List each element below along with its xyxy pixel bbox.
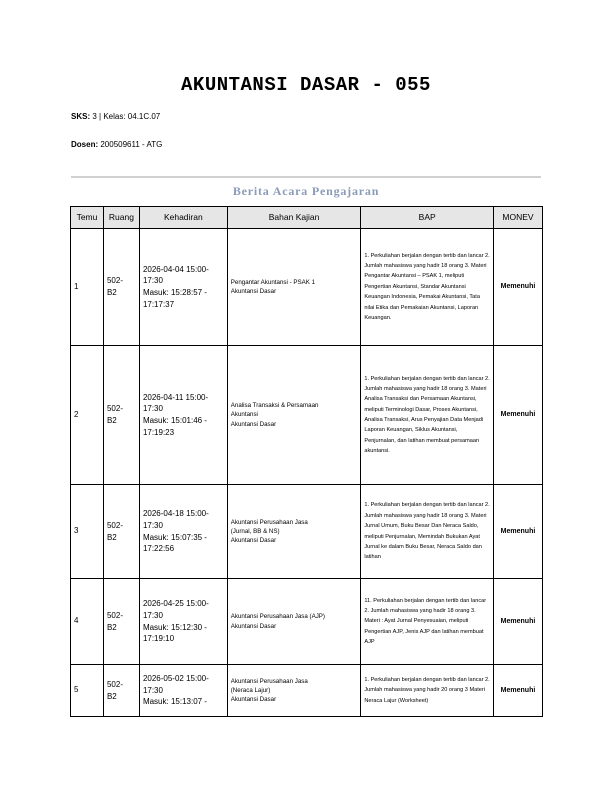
monev-cell: Memenuhi (493, 665, 542, 717)
bap-cell: 1. Perkuliahan berjalan dengan tertib dan lancar 2. Jumlah mahasiswa yang hadir 20 orang 3 Materi Neraca Lajur (Worksheet) (361, 665, 494, 717)
monev-cell: Memenuhi (493, 485, 542, 579)
bahan-line: (Jurnal, BB & NS) (230, 527, 280, 535)
ruang-line: B2 (106, 532, 117, 542)
kehadiran-line: 2026-05-02 15:00- (142, 674, 209, 684)
ruang-line: 502- (106, 610, 123, 620)
bahan-line: Akuntansi Perusahaan Jasa (230, 677, 308, 685)
bahan-kajian-cell (227, 665, 361, 717)
temu-cell: 5 (71, 665, 104, 717)
kehadiran-line: 17:17:37 (142, 299, 175, 309)
kehadiran-cell (139, 485, 227, 579)
table-row (71, 665, 543, 717)
dosen-value: 200509611 - ATG (100, 140, 163, 149)
kehadiran-cell (139, 229, 227, 346)
table-row (71, 346, 543, 485)
sks-label: SKS: (71, 112, 91, 121)
column-header-temu: Temu (71, 207, 104, 229)
bahan-line: Akuntansi Dasar (230, 696, 277, 704)
table-header-row (71, 207, 543, 229)
column-header-bap: BAP (361, 207, 494, 229)
kehadiran-line: 2026-04-04 15:00- (142, 264, 209, 274)
bahan-line: Pengantar Akuntansi - PSAK 1 (230, 278, 316, 286)
ruang-cell (103, 485, 139, 579)
bahan-kajian-cell (227, 229, 361, 346)
bap-cell: 1. Perkuliahan berjalan dengan tertib dan lancar 2. Jumlah mahasiswa yang hadir 18 orang 3. Materi Pengantar Akuntansi – PSAK 1, meliputi Pengertian Akuntansi, Standar Akuntansi Keuangan Indonesia, Pemakai Akuntansi, Tata nilai Etika dan Pemakaian Akuntansi, Laporan Keuangan. (361, 229, 494, 346)
column-header-kehadiran: Kehadiran (139, 207, 227, 229)
kehadiran-line: 17:30 (142, 520, 163, 530)
kehadiran-line: 17:19:23 (142, 427, 175, 437)
section-title: Berita Acara Pengajaran (232, 184, 380, 198)
temu-cell: 2 (71, 346, 104, 485)
table-row (71, 229, 543, 346)
table-row (71, 579, 543, 665)
column-header-ruang: Ruang (103, 207, 139, 229)
bap-table (70, 206, 543, 717)
dosen-label: Dosen: (71, 140, 99, 149)
bap-cell: 1. Perkuliahan berjalan dengan tertib dan lancar 2. Jumlah mahasiswa yang hadir 18 orang 3. Materi Jurnal Umum, Buku Besar Dan Neraca Saldo, meliputi Penjurnalan, Memindah Bukukan Ayat Jurnal ke dalam Buku Besar, Neraca Saldo dan latihan (361, 485, 494, 579)
bahan-line: (Neraca Lajur) (230, 686, 271, 694)
monev-cell: Memenuhi (493, 346, 542, 485)
bap-cell: 11. Perkuliahan berjalan dengan tertib dan lancar 2. Jumlah mahasiswa yang hadir 18 orang 3. Materi : Ayat Jurnal Penyesuaian, meliputi Pengertian AJP, Jenis AJP dan latihan membuat AJP (361, 579, 494, 665)
divider (71, 176, 541, 178)
kehadiran-line: 2026-04-11 15:00- (142, 392, 209, 402)
ruang-line: 502- (106, 520, 123, 530)
kehadiran-line: 2026-04-18 15:00- (142, 509, 209, 519)
table-row (71, 485, 543, 579)
bahan-kajian-cell (227, 579, 361, 665)
ruang-cell (103, 229, 139, 346)
bap-cell: 1. Perkuliahan berjalan dengan tertib dan lancar 2. Jumlah mahasiswa yang hadir 18 orang 3. Materi Analisa Transaksi dan Persamaan Akuntansi, meliputi Terminologi Dasar, Proses Akuntansi, Analisa Transaksi, Arus Penyajian Data Menjadi Laporan Keuangan, Siklus Akuntansi, Penjurnalan, dan latihan membuat persamaan akuntansi. (361, 346, 494, 485)
column-header-bahan-kajian: Bahan Kajian (227, 207, 361, 229)
kehadiran-line: Masuk: 15:01:46 - (142, 416, 207, 425)
kehadiran-cell (139, 579, 227, 665)
kehadiran-line: 17:30 (142, 404, 163, 414)
column-header-monev: MONEV (493, 207, 542, 229)
bahan-line: Akuntansi Perusahaan Jasa (230, 518, 308, 526)
ruang-line: 502- (106, 679, 123, 689)
ruang-line: 502- (106, 404, 123, 414)
kehadiran-line: 17:30 (142, 610, 163, 620)
kehadiran-line: Masuk: 15:07:35 - (142, 532, 207, 542)
bahan-line: Akuntansi Dasar (230, 622, 277, 630)
bahan-line: Akuntansi Dasar (230, 420, 277, 428)
kehadiran-line: Masuk: 15:12:30 - (142, 622, 207, 632)
bahan-line: Akuntansi (230, 411, 258, 419)
sks-value: 3 | Kelas: 04.1C.07 (92, 112, 161, 121)
temu-cell: 3 (71, 485, 104, 579)
ruang-line: B2 (106, 288, 117, 297)
bahan-kajian-cell (227, 485, 361, 579)
bahan-kajian-cell (227, 346, 361, 485)
kehadiran-line: 17:22:56 (142, 544, 175, 554)
bahan-line: Akuntansi Dasar (230, 288, 277, 295)
sks-info (71, 112, 160, 121)
kehadiran-cell (139, 346, 227, 485)
kehadiran-line: 17:30 (142, 685, 163, 695)
kehadiran-line: 17:19:10 (142, 634, 175, 644)
temu-cell: 1 (71, 229, 104, 346)
ruang-line: B2 (106, 416, 117, 425)
kehadiran-line: Masuk: 15:13:07 - (142, 697, 207, 707)
monev-cell: Memenuhi (493, 229, 542, 346)
ruang-cell (103, 665, 139, 717)
kehadiran-line: 2026-04-25 15:00- (142, 599, 209, 609)
bahan-line: Akuntansi Dasar (230, 537, 277, 545)
monev-cell: Memenuhi (493, 579, 542, 665)
bahan-line: Analisa Transaksi & Persamaan (230, 402, 319, 410)
kehadiran-line: Masuk: 15:28:57 - (142, 288, 207, 297)
temu-cell: 4 (71, 579, 104, 665)
kehadiran-line: 17:30 (142, 276, 163, 286)
page-title: AKUNTANSI DASAR - 055 (181, 74, 431, 96)
bahan-line: Akuntansi Perusahaan Jasa (AJP) (230, 613, 325, 621)
kehadiran-cell (139, 665, 227, 717)
dosen-info (71, 140, 162, 149)
ruang-cell (103, 579, 139, 665)
ruang-cell (103, 346, 139, 485)
ruang-line: 502- (106, 276, 123, 286)
ruang-line: B2 (106, 691, 117, 701)
ruang-line: B2 (106, 622, 117, 632)
